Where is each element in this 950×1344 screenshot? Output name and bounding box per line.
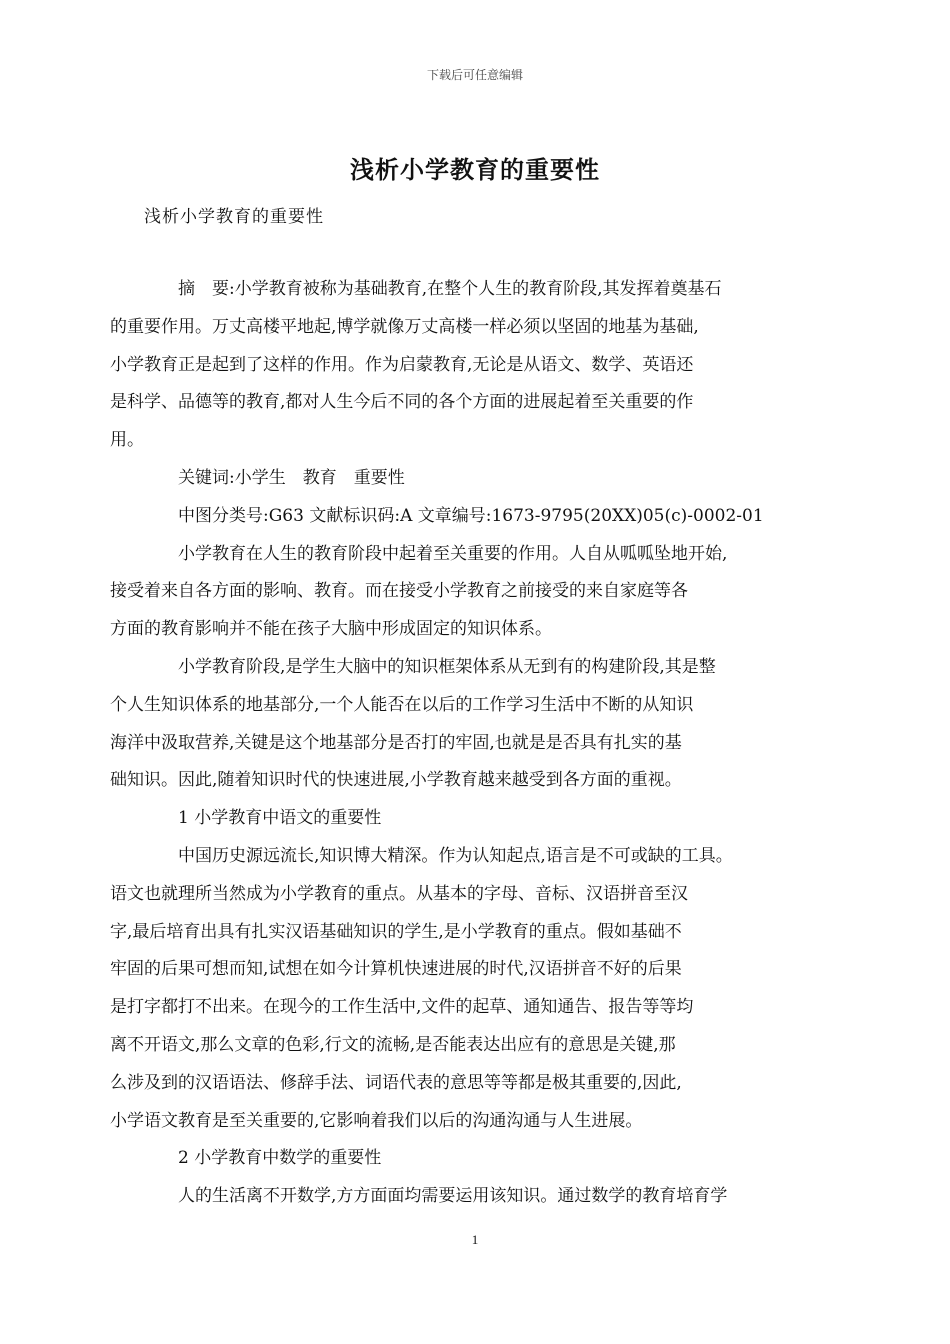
section-heading bbox=[144, 1140, 808, 1178]
abstract-paragraph bbox=[110, 271, 808, 460]
text-line: 础知识。因此,随着知识时代的快速进展,小学教育越来越受到各方面的重视。 bbox=[110, 770, 682, 791]
classification-paragraph bbox=[144, 498, 808, 536]
text-line: 1 小学教育中语文的重要性 bbox=[178, 808, 382, 829]
text-line: 小学教育在人生的教育阶段中起着至关重要的作用。人自从呱呱坠地开始, bbox=[178, 543, 728, 564]
section-heading bbox=[144, 800, 808, 838]
document-subtitle: 浅析小学教育的重要性 bbox=[144, 207, 324, 227]
text-line: 关键词:小学生 教育 重要性 bbox=[178, 467, 405, 488]
body-paragraph bbox=[110, 838, 808, 1140]
text-line: 2 小学教育中数学的重要性 bbox=[178, 1148, 382, 1169]
text-line: 离不开语文,那么文章的色彩,行文的流畅,是否能表达出应有的意思是关键,那 bbox=[110, 1034, 676, 1055]
body-paragraph bbox=[110, 536, 808, 649]
text-line: 中国历史源远流长,知识博大精深。作为认知起点,语言是不可或缺的工具。 bbox=[178, 845, 733, 866]
page-number: 1 bbox=[471, 1232, 479, 1247]
text-line: 么涉及到的汉语语法、修辞手法、词语代表的意思等等都是极其重要的,因此, bbox=[110, 1072, 682, 1093]
document-title: 浅析小学教育的重要性 bbox=[350, 155, 600, 184]
header-note: 下载后可任意编辑 bbox=[426, 68, 523, 82]
text-line: 是打字都打不出来。在现今的工作生活中,文件的起草、通知通告、报告等等均 bbox=[110, 997, 694, 1018]
keywords-paragraph bbox=[144, 460, 808, 498]
text-line: 人的生活离不开数学,方方面面均需要运用该知识。通过数学的教育培育学 bbox=[178, 1186, 728, 1207]
text-line: 的重要作用。万丈高楼平地起,博学就像万丈高楼一样必须以坚固的地基为基础, bbox=[110, 316, 699, 337]
text-line: 用。 bbox=[110, 430, 144, 451]
text-line: 是科学、品德等的教育,都对人生今后不同的各个方面的进展起着至关重要的作 bbox=[110, 392, 694, 413]
text-line: 小学教育正是起到了这样的作用。作为启蒙教育,无论是从语文、数学、英语还 bbox=[110, 354, 694, 375]
text-line: 摘 要:小学教育被称为基础教育,在整个人生的教育阶段,其发挥着奠基石 bbox=[178, 279, 722, 299]
body-paragraph bbox=[144, 1178, 808, 1216]
text-line: 语文也就理所当然成为小学教育的重点。从基本的字母、音标、汉语拼音至汉 bbox=[110, 883, 688, 904]
text-line: 方面的教育影响并不能在孩子大脑中形成固定的知识体系。 bbox=[110, 619, 552, 640]
text-line: 小学语文教育是至关重要的,它影响着我们以后的沟通沟通与人生进展。 bbox=[110, 1110, 643, 1131]
body-paragraph bbox=[110, 649, 808, 800]
text-line: 中图分类号:G63 文献标识码:A 文章编号:1673-9795(20XX)05(c)-0002-01 bbox=[178, 505, 764, 526]
text-line: 字,最后培育出具有扎实汉语基础知识的学生,是小学教育的重点。假如基础不 bbox=[110, 921, 682, 942]
text-line: 小学教育阶段,是学生大脑中的知识框架体系从无到有的构建阶段,其是整 bbox=[178, 656, 716, 677]
document-body bbox=[110, 271, 808, 1216]
text-line: 牢固的后果可想而知,试想在如今计算机快速进展的时代,汉语拼音不好的后果 bbox=[110, 959, 682, 980]
text-line: 海洋中汲取营养,关键是这个地基部分是否打的牢固,也就是是否具有扎实的基 bbox=[110, 732, 682, 753]
text-line: 接受着来自各方面的影响、教育。而在接受小学教育之前接受的来自家庭等各 bbox=[110, 581, 688, 602]
text-line: 个人生知识体系的地基部分,一个人能否在以后的工作学习生活中不断的从知识 bbox=[110, 694, 694, 715]
